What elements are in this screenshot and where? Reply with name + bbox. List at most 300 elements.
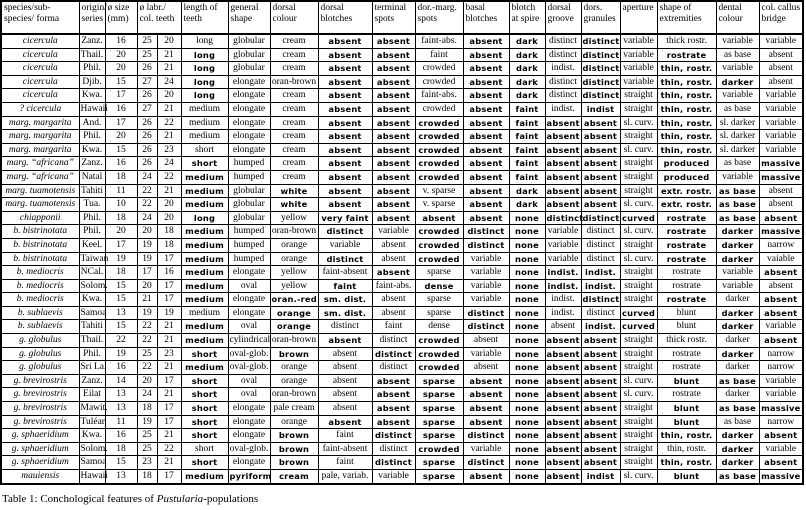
table-cell: as base [716,48,759,62]
table-cell: vaiable [759,252,803,266]
species-cell: cicercula [1,75,79,89]
table-cell: rostrate [657,225,716,239]
table-cell: none [509,238,545,252]
table-cell: oval [228,320,270,334]
table-row [1,415,803,429]
table-cell: none [509,347,545,361]
table-cell: absent [318,170,372,184]
table-cell: long [181,34,228,48]
table-cell: absent [545,334,581,348]
table-cell: 26 [137,62,157,76]
table-cell: darker [716,238,759,252]
table-cell: medium [181,225,228,239]
table-cell: sl. curv. [620,225,657,239]
table-cell: darker [716,320,759,334]
table-cell: globular [228,34,270,48]
table-row [1,306,803,320]
table-cell: variable [620,34,657,48]
table-cell: absent [545,442,581,456]
table-cell: straight [620,130,657,144]
table-cell: distinct [581,293,620,307]
table-cell: absent [463,75,509,89]
table-row [1,238,803,252]
header-dental-colour: dental colour [716,1,759,34]
table-row [1,225,803,239]
table-cell: Taiwan [79,252,105,266]
table-cell: absent [463,361,509,375]
table-cell: rostrate [657,238,716,252]
table-cell: orange [270,252,318,266]
table-cell: absent [545,374,581,388]
table-cell: faint [509,170,545,184]
table-cell: as base [716,211,759,225]
table-cell: sparse [415,374,463,388]
table-cell: absent [318,184,372,198]
table-cell: 25 [137,48,157,62]
table-cell: absent [372,34,415,48]
species-cell: g. sphaeridium [1,442,79,456]
table-row [1,143,803,157]
table-cell: sm. dist. [318,293,372,307]
table-cell: 11 [105,184,137,198]
table-cell: absent [759,293,803,307]
table-cell: brown [270,429,318,443]
table-cell: absent [759,184,803,198]
table-cell: medium [181,252,228,266]
table-cell: none [509,320,545,334]
table-cell: brown [270,456,318,470]
table-cell: cream [270,470,318,484]
table-cell: distinct [581,48,620,62]
table-cell: thin, rostr. [657,116,716,130]
table-cell: none [509,456,545,470]
table-cell: absent [318,402,372,416]
table-cell: absent [318,361,372,375]
table-cell: oval [228,279,270,293]
table-cell: darker [716,347,759,361]
table-cell: narrow [759,415,803,429]
table-cell: yellow [270,211,318,225]
table-cell: humped [228,225,270,239]
table-cell: Kwa. [79,293,105,307]
table-cell: Zanz. [79,374,105,388]
table-cell: medium [181,116,228,130]
table-cell: cream [270,157,318,171]
table-cell: sparse [415,293,463,307]
table-cell: absent [463,374,509,388]
table-cell: long [181,211,228,225]
table-cell: blunt [657,415,716,429]
table-cell: thin, rostr. [657,442,716,456]
species-cell: cicercula [1,89,79,103]
table-cell: rostrate [657,293,716,307]
table-cell: variable [463,252,509,266]
table-cell: faint [509,102,545,116]
table-cell: absent [372,252,415,266]
table-cell: sl. darker [716,116,759,130]
table-cell: 13 [105,306,137,320]
table-cell: 20 [137,225,157,239]
table-cell: absent [318,388,372,402]
table-row [1,334,803,348]
table-cell: 25 [137,34,157,48]
table-cell: faint [509,157,545,171]
table-cell: massive [759,157,803,171]
table-cell: none [509,306,545,320]
table-cell: absent [545,198,581,212]
table-cell: 21 [157,361,181,375]
table-cell: sl. curv. [620,374,657,388]
table-cell: extr. rostr. [657,198,716,212]
table-cell: 13 [105,388,137,402]
table-cell: indist. [545,306,581,320]
table-cell: straight [620,157,657,171]
table-row [1,279,803,293]
table-cell: 17 [157,279,181,293]
table-row [1,48,803,62]
table-cell: crowded [415,62,463,76]
table-cell: medium [181,361,228,375]
table-cell: sparse [415,266,463,280]
table-row [1,130,803,144]
table-cell: indist. [545,293,581,307]
table-cell: dark [509,184,545,198]
table-cell: 15 [105,293,137,307]
header-general-shape: general shape [228,1,270,34]
table-cell: straight [620,238,657,252]
table-cell: thin, rostr. [657,62,716,76]
table-cell: cream [270,89,318,103]
table-cell: absent [581,374,620,388]
table-row [1,170,803,184]
table-cell: straight [620,293,657,307]
table-row [1,62,803,76]
table-row [1,402,803,416]
table-cell: 16 [105,361,137,375]
table-cell: none [509,402,545,416]
table-cell: straight [620,89,657,103]
table-caption [2,493,258,505]
table-cell: short [181,388,228,402]
table-cell: cream [270,34,318,48]
table-cell: absent [463,157,509,171]
table-cell: elongate [228,116,270,130]
table-row [1,75,803,89]
table-cell: distinct [372,347,415,361]
table-cell: distinct [318,225,372,239]
table-cell: long [181,48,228,62]
table-cell: 20 [157,34,181,48]
table-cell: sm. dist. [318,306,372,320]
table-cell: cream [270,48,318,62]
table-cell: crowded [415,116,463,130]
header-callus-bridge: col. callus bridge [759,1,803,34]
species-cell: chiapponii [1,211,79,225]
table-cell: oval-glob. [228,442,270,456]
table-cell: variable [759,374,803,388]
table-cell: as base [716,374,759,388]
species-cell: g. globulus [1,334,79,348]
table-cell: absent [318,89,372,103]
table-cell: absent [581,334,620,348]
table-row [1,252,803,266]
table-cell: oran-brown [270,388,318,402]
table-cell: thin, rostr. [657,102,716,116]
table-cell: absent [318,415,372,429]
table-cell: 13 [105,402,137,416]
table-cell: medium [181,306,228,320]
table-cell: absent [463,402,509,416]
table-cell: absent [463,62,509,76]
species-cell: b. mediocris [1,279,79,293]
table-cell: absent [463,334,509,348]
table-cell: crowded [415,157,463,171]
table-cell: absent [318,48,372,62]
table-row [1,470,803,484]
table-cell: humped [228,252,270,266]
table-cell: absent [318,143,372,157]
table-cell: crowded [415,334,463,348]
table-cell: variable [759,442,803,456]
table-cell: absent [372,198,415,212]
table-cell: indist. [545,279,581,293]
table-cell: absent [372,102,415,116]
table-cell: 15 [105,320,137,334]
table-cell: 18 [137,402,157,416]
table-cell: straight [620,334,657,348]
table-cell: short [181,429,228,443]
table-cell: 20 [137,374,157,388]
table-cell: straight [620,279,657,293]
table-cell: 24 [157,157,181,171]
table-cell: 24 [137,211,157,225]
table-cell: massive [759,225,803,239]
table-cell: Keel. [79,238,105,252]
table-cell: absent [581,442,620,456]
table-cell: distinct [463,456,509,470]
table-row [1,184,803,198]
table-cell: orange [270,238,318,252]
table-cell: 18 [105,266,137,280]
species-cell: b. bistrinotata [1,225,79,239]
table-cell: faint-abs. [415,89,463,103]
table-cell: absent [318,62,372,76]
table-cell: faint [509,116,545,130]
table-cell: distinct [545,211,581,225]
table-cell: 16 [105,102,137,116]
table-cell: brown [270,442,318,456]
table-cell: orange [270,361,318,375]
table-cell: globular [228,198,270,212]
species-cell: marg. margarita [1,116,79,130]
table-cell: distinct [318,320,372,334]
table-cell: narrow [759,361,803,375]
table-cell: none [509,211,545,225]
table-cell: variable [545,225,581,239]
table-cell: distinct [463,306,509,320]
table-cell: as base [716,102,759,116]
table-cell: distinct [581,89,620,103]
table-cell: absent [463,170,509,184]
table-cell: absent [545,388,581,402]
table-cell: long [181,75,228,89]
table-cell: Phil. [79,62,105,76]
table-cell: 17 [157,374,181,388]
table-cell: distinct [581,34,620,48]
table-cell: 26 [137,143,157,157]
table-cell: absent [463,48,509,62]
table-cell: 21 [157,429,181,443]
table-cell: distinct [463,320,509,334]
table-cell: variable [545,238,581,252]
table-cell: medium [181,102,228,116]
table-cell: as base [716,184,759,198]
table-cell: globular [228,184,270,198]
species-cell: g. sphaeridium [1,456,79,470]
header-row [1,1,803,34]
table-cell: absent [545,361,581,375]
table-cell: Hawaii [79,470,105,484]
table-cell: elongate [228,75,270,89]
table-cell: indist. [545,62,581,76]
table-cell: dark [509,198,545,212]
table-cell: 22 [157,442,181,456]
table-cell: white [270,198,318,212]
table-cell: 19 [105,252,137,266]
table-cell: crowded [415,361,463,375]
table-cell: faint-absent [318,442,372,456]
table-cell: variable [463,266,509,280]
table-cell: 26 [137,89,157,103]
table-cell: straight [620,361,657,375]
table-cell: sl. darker [716,143,759,157]
table-cell: very faint [318,211,372,225]
table-cell: dark [509,75,545,89]
table-cell: brown [270,347,318,361]
table-cell: sl. darker [716,130,759,144]
table-cell: humped [228,238,270,252]
table-cell: medium [181,320,228,334]
table-cell: Phil. [79,225,105,239]
table-cell: absent [372,184,415,198]
table-cell: 19 [137,415,157,429]
table-cell: distinct [372,442,415,456]
table-cell: short [181,374,228,388]
table-cell: humped [228,170,270,184]
table-cell: absent [372,266,415,280]
table-cell: elongate [228,293,270,307]
table-cell: absent [463,184,509,198]
table-cell: crowded [415,347,463,361]
table-cell: absent [545,157,581,171]
table-cell: 16 [157,266,181,280]
table-cell: absent [463,116,509,130]
table-cell: thin, rostr. [657,456,716,470]
table-cell: curved [620,211,657,225]
table-cell: none [509,225,545,239]
species-cell: marg. tuamotensis [1,198,79,212]
table-cell: medium [181,470,228,484]
table-cell: distinct [545,75,581,89]
table-cell: Kwa. [79,143,105,157]
table-cell: thin, rostr. [657,143,716,157]
species-cell: g. globulus [1,347,79,361]
table-cell: crowded [415,75,463,89]
table-cell: absent [463,143,509,157]
table-cell: darker [716,456,759,470]
table-cell: medium [181,198,228,212]
table-cell: dark [509,89,545,103]
table-cell: pyriform [228,470,270,484]
table-cell: darker [716,334,759,348]
table-cell: indist. [581,266,620,280]
table-cell: faint [318,279,372,293]
table-cell: 22 [157,170,181,184]
table-cell: as base [716,470,759,484]
table-cell: Tua. [79,198,105,212]
table-cell: indist. [581,320,620,334]
table-cell: darker [716,75,759,89]
table-cell: rostrate [657,266,716,280]
table-cell: absent [759,62,803,76]
table-cell: faint-abs. [372,279,415,293]
table-cell: 18 [157,238,181,252]
table-cell: absent [545,143,581,157]
table-cell: absent [372,157,415,171]
table-cell: Thail. [79,48,105,62]
table-cell: Samoa [79,456,105,470]
table-cell: sparse [415,306,463,320]
table-cell: sparse [415,415,463,429]
table-cell: rostrate [657,279,716,293]
table-cell: elongate [228,429,270,443]
table-cell: variable [759,116,803,130]
table-cell: 22 [105,334,137,348]
table-cell: none [509,266,545,280]
table-cell: straight [620,415,657,429]
table-cell: variable [372,470,415,484]
table-cell: short [181,442,228,456]
table-row [1,388,803,402]
table-cell: 19 [137,238,157,252]
table-cell: 19 [105,347,137,361]
table-cell: absent [759,306,803,320]
table-cell: rostrate [657,347,716,361]
table-cell: sparse [415,402,463,416]
species-cell: cicercula [1,34,79,48]
table-row [1,102,803,116]
table-cell: faint [509,143,545,157]
table-cell: crowded [415,170,463,184]
table-cell: thick rostr. [657,34,716,48]
table-cell: 18 [137,470,157,484]
table-row [1,116,803,130]
table-cell: 13 [105,470,137,484]
table-cell: massive [759,402,803,416]
table-cell: 23 [157,347,181,361]
species-cell: g. globulus [1,361,79,375]
table-cell: 23 [137,456,157,470]
table-cell: 15 [105,456,137,470]
table-cell: 21 [157,334,181,348]
table-cell: white [270,184,318,198]
table-cell: absent [759,75,803,89]
table-cell: absent [581,184,620,198]
table-cell: distinct [372,456,415,470]
table-cell: oval-glob. [228,347,270,361]
table-cell: faint [318,429,372,443]
table-cell: dark [509,48,545,62]
